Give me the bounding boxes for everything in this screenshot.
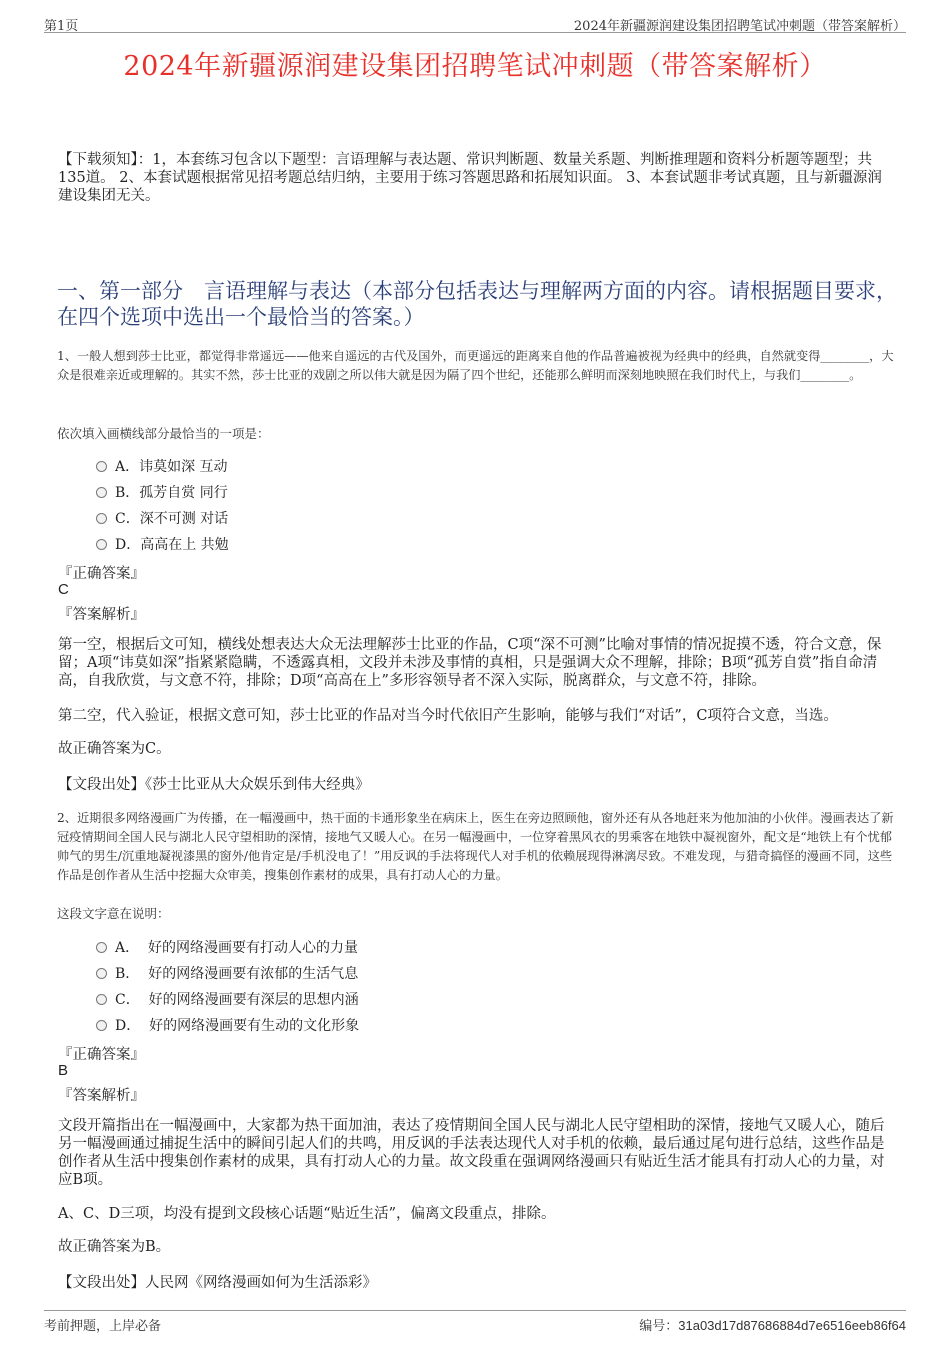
radio-button[interactable]: [96, 942, 107, 953]
question-1-answer: C: [58, 581, 69, 598]
radio-button[interactable]: [96, 539, 107, 550]
footer-code-label: 编号：: [639, 1319, 679, 1334]
question-1-analysis-p1: 第一空，根据后文可知，横线处想表达大众无法理解莎士比亚的作品，C项“深不可测”比喻对事情的情况捉摸不透，符合文意，保留；A项“讳莫如深”指紧紧隐瞒，不透露真相，文段并未涉及事情的真相，只是强调大众不理解，排除；B项“孤芳自赏”指自命清高，自我欣赏，与文意不符，排除；D项“高高在上”多形容领导者不深入实际，脱离群众，与文意不符，排除。: [58, 637, 882, 689]
question-1-correct-label: 『正确答案』: [58, 566, 145, 582]
footer-code-value: 31a03d17d87686884d7e6516eeb86f64: [678, 1318, 906, 1333]
page-footer: [44, 1310, 906, 1333]
page-header: [44, 14, 906, 33]
radio-button[interactable]: [96, 968, 107, 979]
radio-button[interactable]: [96, 487, 107, 498]
question-2-analysis-p2: A、C、D三项，均没有提到文段核心话题“贴近生活”，偏离文段重点，排除。: [58, 1206, 556, 1222]
footer-code: [639, 1315, 906, 1334]
section-title: 一、第一部分 言语理解与表达（本部分包括表达与理解两方面的内容。请根据题目要求，在四个选项中选出一个最恰当的答案。）: [57, 279, 897, 329]
question-2-source: 【文段出处】人民网《网络漫画如何为生活添彩》: [58, 1275, 377, 1291]
question-2-answer: B: [58, 1062, 69, 1079]
page-title: 2024年新疆源润建设集团招聘笔试冲刺题（带答案解析）: [123, 51, 827, 82]
question-2-analysis-p3: 故正确答案为B。: [58, 1239, 171, 1255]
radio-button[interactable]: [96, 513, 107, 524]
download-notice: 【下载须知】：1，本套练习包含以下题型：言语理解与表达题、常识判断题、数量关系题、判断推理题和资料分析题等题型；共135道。 2、本套试题根据常见招考题总结归纳，主要用于练习答题思路和拓展知识面。 3、本套试题非考试真题，且与新疆源润建设集团无关。: [58, 152, 882, 204]
footer-slogan: 考前押题，上岸必备: [44, 1319, 162, 1334]
question-2-analysis-label: 『答案解析』: [58, 1088, 145, 1104]
question-2-analysis-p1: 文段开篇指出在一幅漫画中，大家都为热干面加油，表达了疫情期间全国人民与湖北人民守望相助的深情，接地气又暖人心，随后另一幅漫画通过捕捉生活中的瞬间引起人们的共鸣，用反讽的手法表达现代人对手机的依赖，最后通过尾句进行总结，这些作品是创作者从生活中搜集创作素材的成果，具有打动人心的力量。故文段重在强调网络漫画只有贴近生活才能具有打动人心的力量，对应B项。: [58, 1118, 885, 1188]
radio-button[interactable]: [96, 994, 107, 1005]
question-1-stem: 1、一般人想到莎士比亚，都觉得非常遥远——他来自遥远的古代及国外，而更遥远的距离来自他的作品普遍被视为经典中的经典，自然就变得________，大众是很难亲近或理解的。其实不然，莎士比亚的戏剧之所以伟大就是因为隔了四个世纪，还能那么鲜明而深刻地映照在我们时代上，与我们________。: [57, 349, 894, 382]
question-2-stem: 2、近期很多网络漫画广为传播，在一幅漫画中，热干面的卡通形象坐在病床上，医生在旁边照顾他，窗外还有从各地赶来为他加油的小伙伴。漫画表达了新冠疫情期间全国人民与湖北人民守望相助的深情，接地气又暖人心。在另一幅漫画中，一位穿着黑风衣的男乘客在地铁中凝视窗外，配文是“地铁上有个忧郁帅气的男生/沉重地凝视漆黑的窗外/他肯定是/手机没电了！”用反讽的手法将现代人对手机的依赖展现得淋漓尽致。不难发现，与猎奇搞怪的漫画不同，这些作品是创作者从生活中挖掘大众审美，搜集创作素材的成果，具有打动人心的力量。: [57, 811, 894, 882]
question-2-correct-label: 『正确答案』: [58, 1047, 145, 1063]
page-number: 第1页: [44, 19, 79, 34]
question-2-prompt: 这段文字意在说明：: [57, 906, 170, 921]
question-1-analysis-p3: 故正确答案为C。: [58, 741, 171, 757]
radio-button[interactable]: [96, 461, 107, 472]
radio-button[interactable]: [96, 1020, 107, 1031]
question-1-prompt: 依次填入画横线部分最恰当的一项是：: [57, 426, 270, 441]
question-1-source: 【文段出处】《莎士比亚从大众娱乐到伟大经典》: [58, 777, 370, 793]
header-doc-title: 2024年新疆源润建设集团招聘笔试冲刺题（带答案解析）: [573, 19, 906, 34]
question-1-analysis-p2: 第二空，代入验证，根据文意可知，莎士比亚的作品对当今时代依旧产生影响，能够与我们“对话”，C项符合文意，当选。: [58, 708, 838, 724]
question-1-analysis-label: 『答案解析』: [58, 607, 145, 623]
